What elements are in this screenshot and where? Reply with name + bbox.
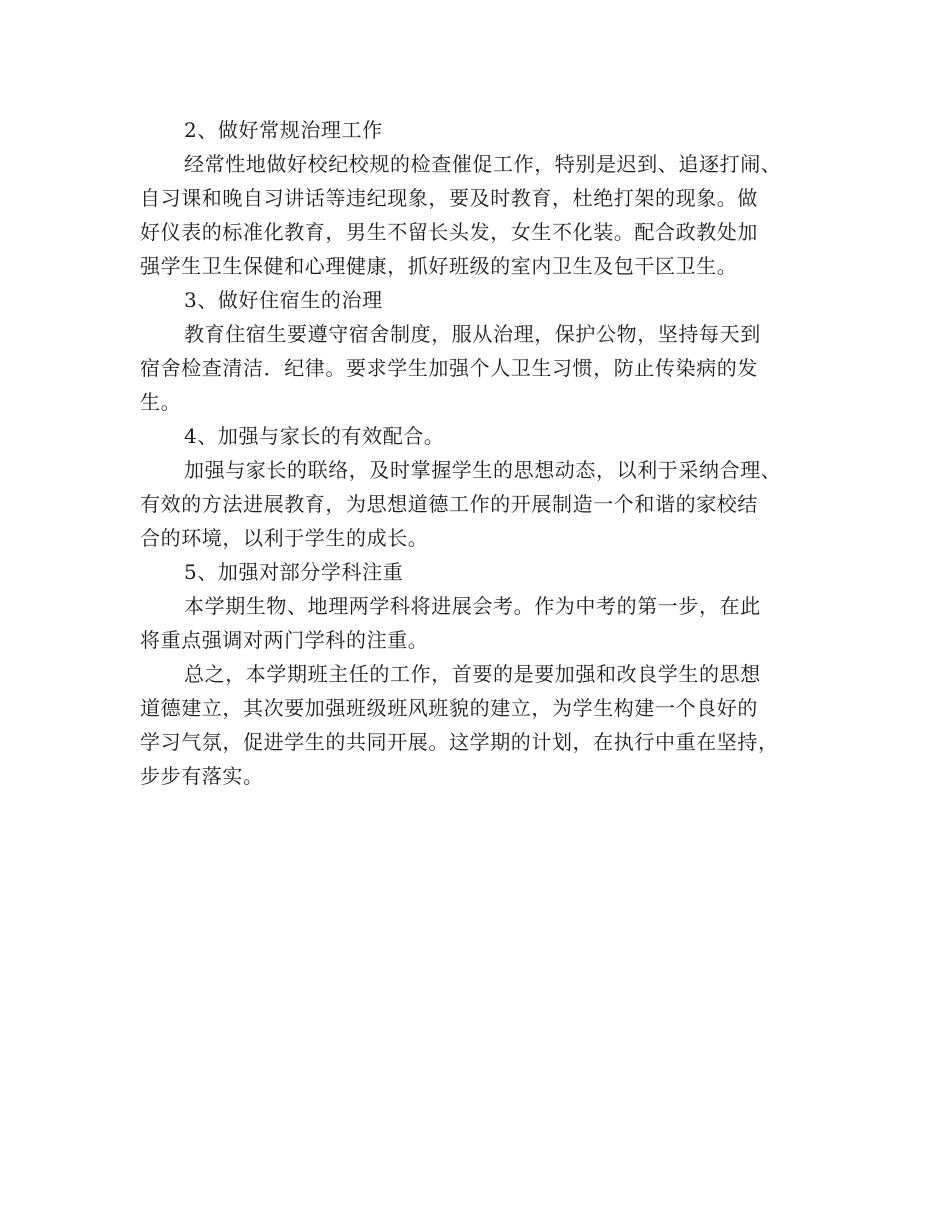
section-heading: 5、加强对部分学科注重 [184, 560, 404, 584]
paragraph-line: 生。 [140, 390, 182, 414]
paragraph-line: 步步有落实。 [140, 764, 264, 788]
section-heading: 4、加强与家长的有效配合。 [184, 424, 445, 448]
paragraph-line: 自习课和晚自习讲话等违纪现象，要及时教育，杜绝打架的现象。做 [140, 186, 758, 210]
paragraph-line: 加强与家长的联络，及时掌握学生的思想动态，以利于采纳合理、 [184, 458, 782, 482]
paragraph-line: 经常性地做好校纪校规的检查催促工作，特别是迟到、追逐打闹、 [184, 152, 782, 176]
paragraph-line: 强学生卫生保健和心理健康，抓好班级的室内卫生及包干区卫生。 [140, 254, 738, 278]
paragraph-line: 总之，本学期班主任的工作，首要的是要加强和改良学生的思想 [184, 662, 761, 686]
paragraph-line: 有效的方法进展教育，为思想道德工作的开展制造一个和谐的家校结 [140, 492, 758, 516]
paragraph-line: 教育住宿生要遵守宿舍制度，服从治理，保护公物，坚持每天到 [184, 322, 761, 346]
document-body [140, 113, 840, 793]
section-heading: 3、做好住宿生的治理 [184, 288, 383, 312]
paragraph-line: 宿舍检查清洁．纪律。要求学生加强个人卫生习惯，防止传染病的发 [140, 356, 758, 380]
paragraph-line: 将重点强调对两门学科的注重。 [140, 628, 429, 652]
paragraph-line: 合的环境，以利于学生的成长。 [140, 526, 429, 550]
paragraph-line: 学习气氛，促进学生的共同开展。这学期的计划，在执行中重在坚持， [140, 730, 779, 754]
paragraph-line: 道德建立，其次要加强班级班风班貌的建立，为学生构建一个良好的 [140, 696, 758, 720]
section-heading: 2、做好常规治理工作 [184, 118, 383, 142]
paragraph-line: 本学期生物、地理两学科将进展会考。作为中考的第一步，在此 [184, 594, 761, 618]
paragraph-line: 好仪表的标准化教育，男生不留长头发，女生不化装。配合政教处加 [140, 220, 758, 244]
